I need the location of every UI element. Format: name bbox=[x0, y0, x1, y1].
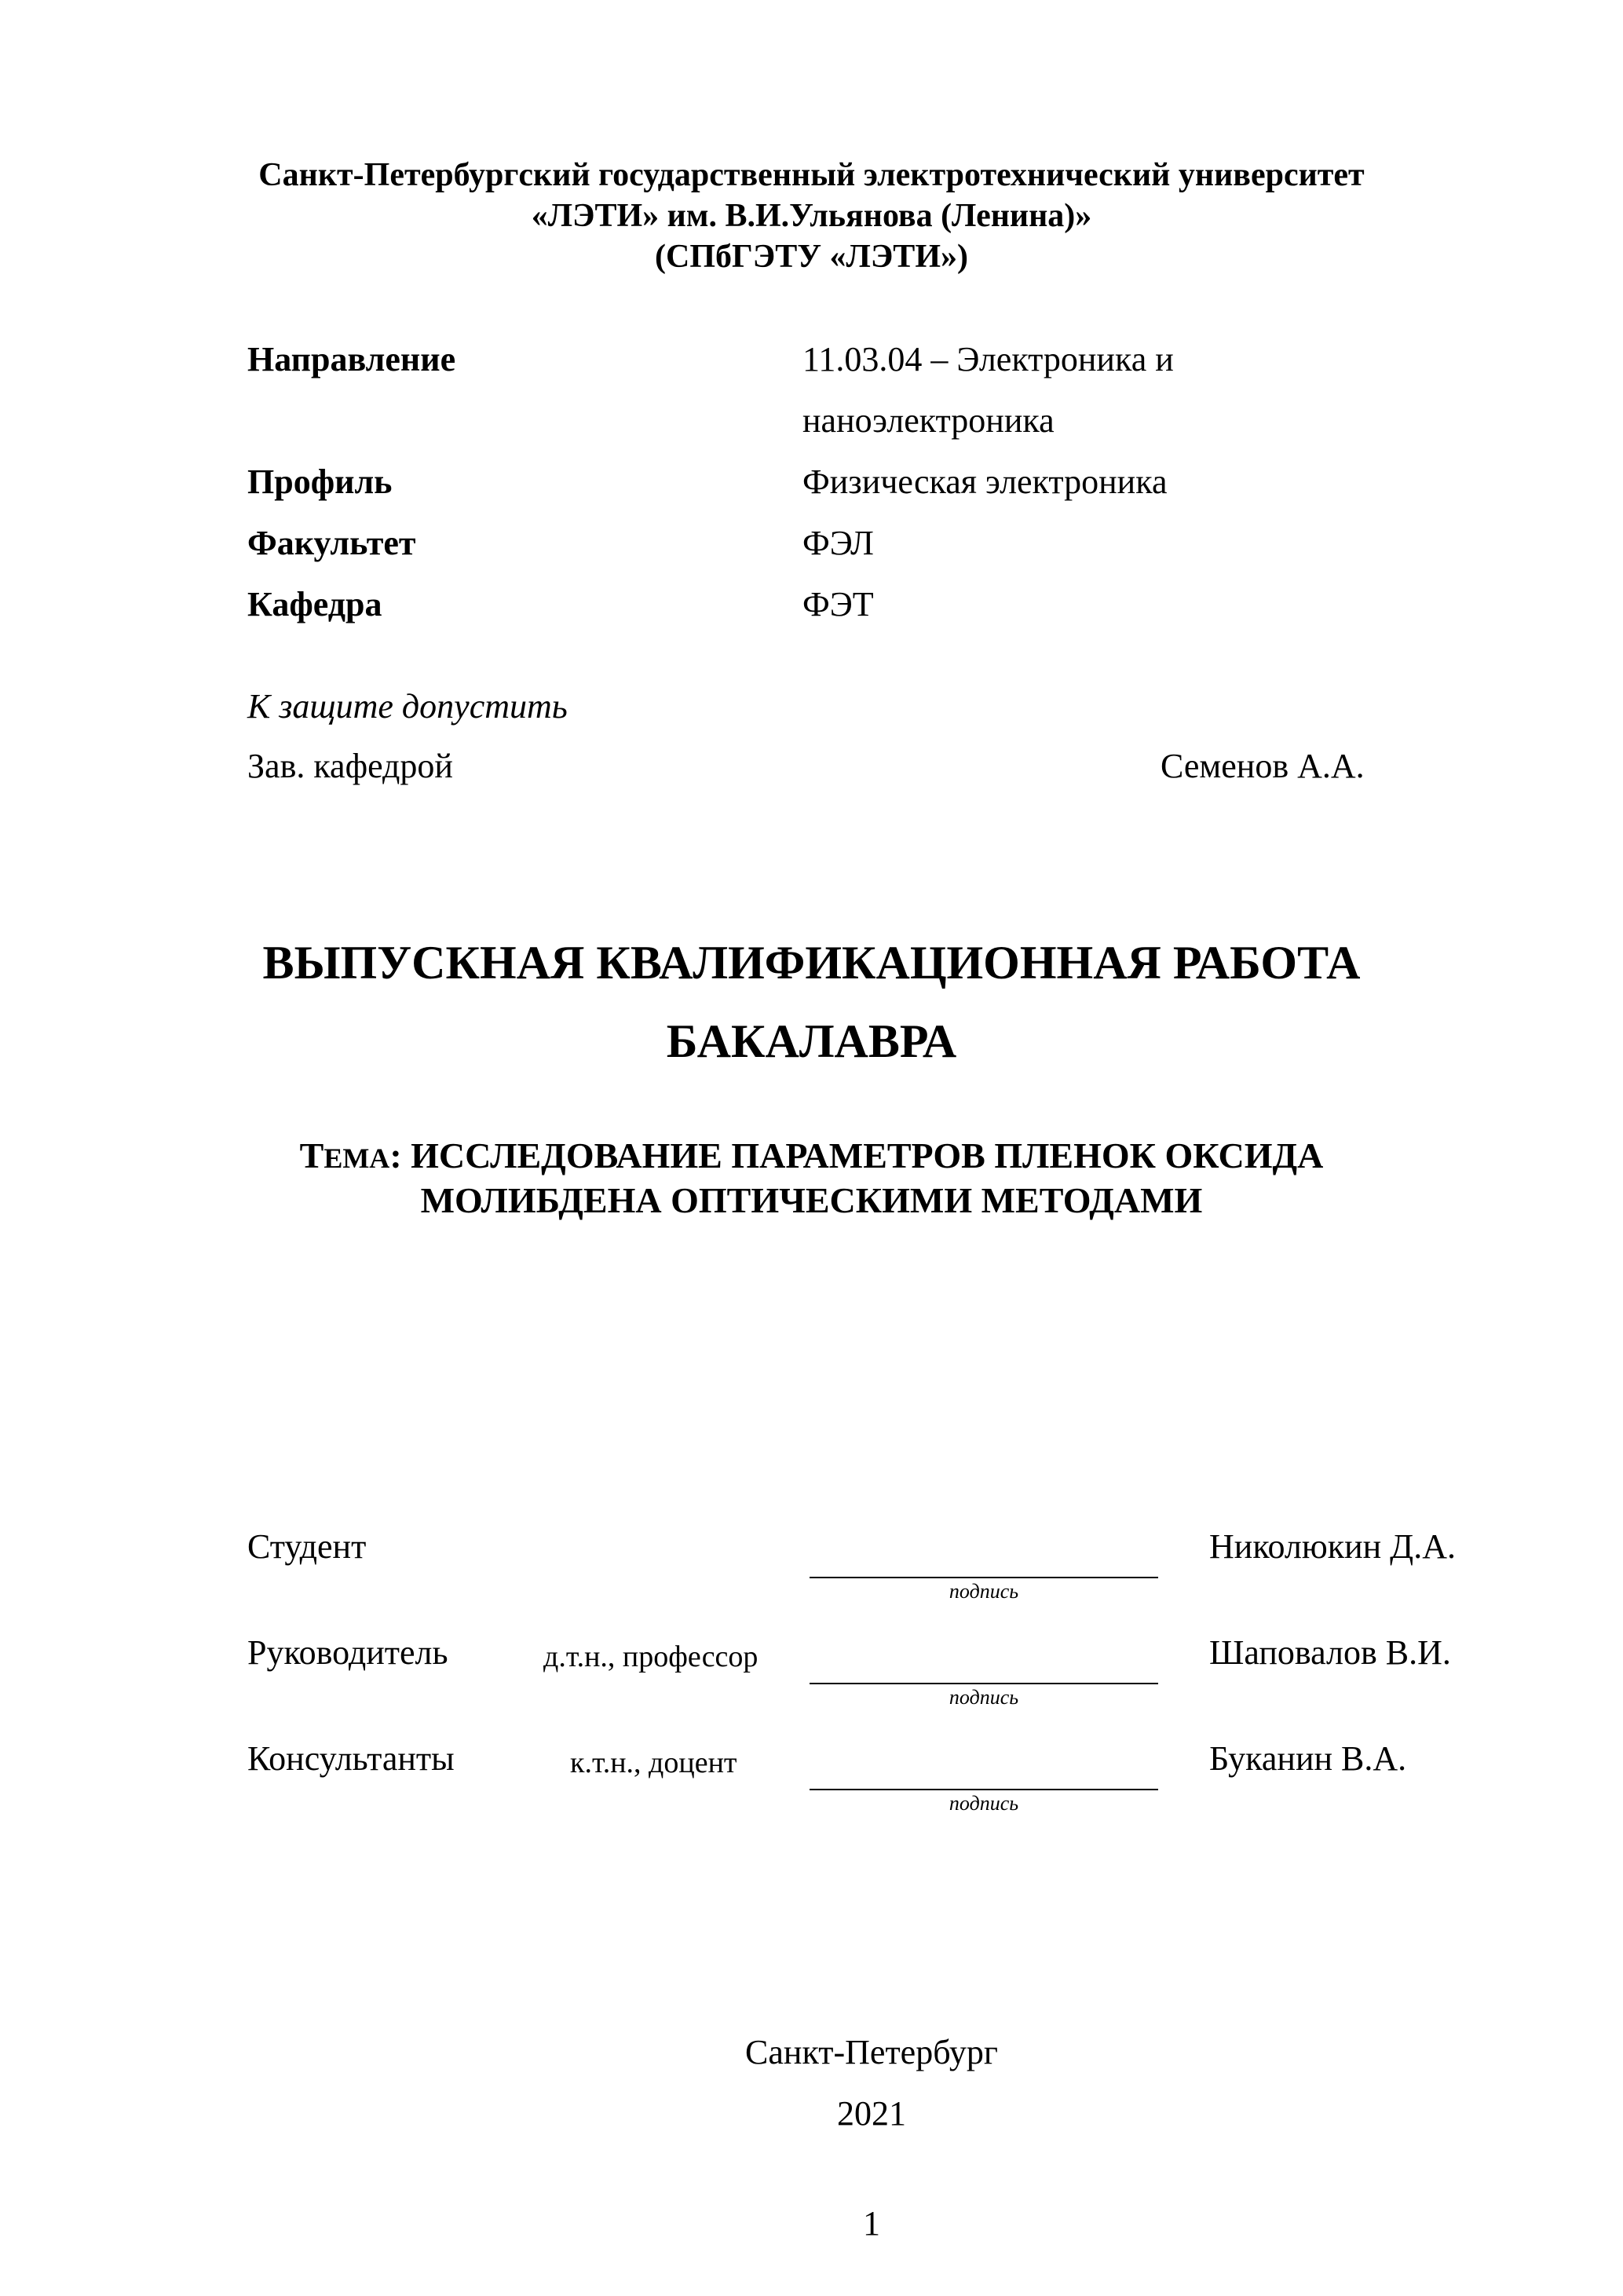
signature-line-student bbox=[810, 1577, 1158, 1578]
info-value-direction-cont: наноэлектроника bbox=[802, 401, 1055, 440]
footer-year: 2021 bbox=[837, 2094, 906, 2133]
signature-caption-supervisor: подпись bbox=[949, 1686, 1019, 1709]
info-value-faculty: ФЭЛ bbox=[802, 524, 874, 562]
info-label-profile: Профиль bbox=[247, 462, 393, 501]
page-number: 1 bbox=[863, 2204, 880, 2243]
university-abbreviation: (СПбГЭТУ «ЛЭТИ») bbox=[655, 239, 968, 275]
admission-name: Семенов А.А. bbox=[1161, 747, 1365, 785]
signature-degree-consultants: к.т.н., доцент bbox=[570, 1746, 737, 1779]
info-value-department: ФЭТ bbox=[802, 585, 874, 623]
work-title-line2: БАКАЛАВРА bbox=[666, 1015, 957, 1067]
signature-name-student: Николюкин Д.А. bbox=[1209, 1527, 1456, 1566]
admission-role: Зав. кафедрой bbox=[247, 747, 453, 785]
signature-role-student: Студент bbox=[247, 1527, 367, 1566]
signature-caption-student: подпись bbox=[949, 1580, 1019, 1603]
signature-line-supervisor bbox=[810, 1683, 1158, 1684]
theme-prefix-first: Т bbox=[299, 1135, 324, 1175]
theme-colon: : bbox=[389, 1135, 402, 1175]
signature-name-supervisor: Шаповалов В.И. bbox=[1209, 1633, 1451, 1672]
work-title-line1: ВЫПУСКНАЯ КВАЛИФИКАЦИОННАЯ РАБОТА bbox=[262, 937, 1361, 989]
university-name-line2: «ЛЭТИ» им. В.И.Ульянова (Ленина)» bbox=[531, 198, 1092, 234]
signature-line-consultants bbox=[810, 1789, 1158, 1790]
info-value-profile: Физическая электроника bbox=[802, 462, 1168, 501]
info-value-direction: 11.03.04 – Электроника и bbox=[802, 340, 1174, 378]
theme-line2: МОЛИБДЕНА ОПТИЧЕСКИМИ МЕТОДАМИ bbox=[420, 1180, 1203, 1220]
university-name-line1: Санкт-Петербургский государственный электротехнический университет bbox=[258, 157, 1365, 193]
footer-city: Санкт-Петербург bbox=[745, 2033, 998, 2071]
admission-note: К защите допустить bbox=[247, 687, 568, 726]
signature-role-supervisor: Руководитель bbox=[247, 1633, 448, 1672]
signature-degree-supervisor: д.т.н., профессор bbox=[543, 1640, 758, 1673]
theme-text-line1: ИССЛЕДОВАНИЕ ПАРАМЕТРОВ ПЛЕНОК ОКСИДА bbox=[401, 1135, 1324, 1175]
signature-role-consultants: Консультанты bbox=[247, 1739, 455, 1778]
theme-line1 bbox=[0, 1135, 1623, 1179]
info-label-direction: Направление bbox=[247, 340, 456, 378]
info-label-faculty: Факультет bbox=[247, 524, 416, 562]
signature-name-consultants: Буканин В.А. bbox=[1209, 1739, 1407, 1778]
theme-prefix-rest: ЕМА bbox=[324, 1143, 390, 1174]
info-label-department: Кафедра bbox=[247, 585, 382, 623]
signature-caption-consultants: подпись bbox=[949, 1792, 1019, 1815]
